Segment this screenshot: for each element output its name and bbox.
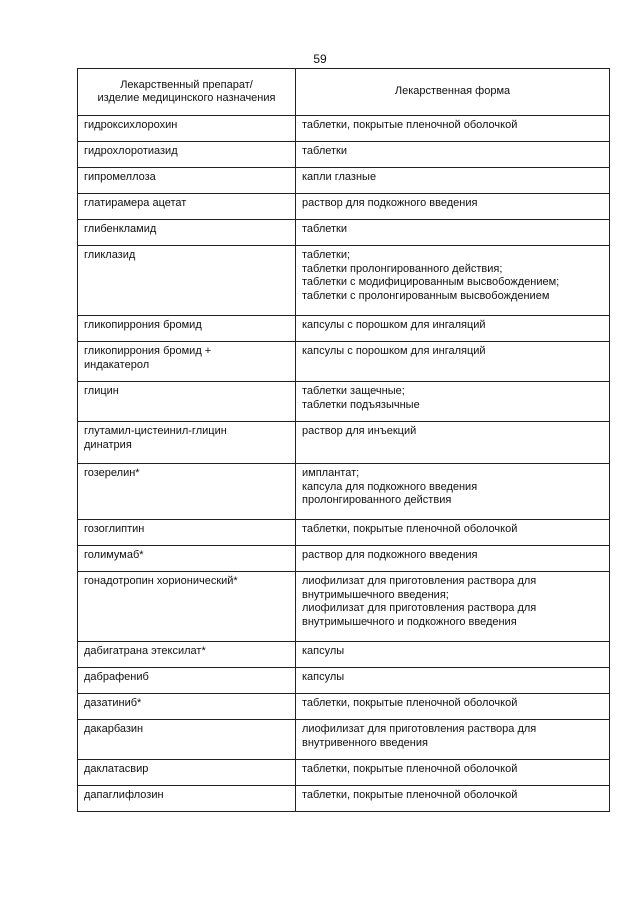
drug-name-cell: гозоглиптин (78, 520, 296, 546)
drug-name-cell: гонадотропин хорионический* (78, 572, 296, 642)
table-row (78, 760, 610, 786)
dosage-form-cell: таблетки (296, 220, 610, 246)
dosage-form-cell: раствор для подкожного введения (296, 546, 610, 572)
drug-name-cell: дабигатрана этексилат* (78, 642, 296, 668)
drug-name-cell: гидроксихлорохин (78, 116, 296, 142)
drug-name-cell: гозерелин* (78, 464, 296, 520)
dosage-form-cell: капсулы (296, 668, 610, 694)
dosage-form-cell: капли глазные (296, 168, 610, 194)
drug-name-cell: глицин (78, 382, 296, 422)
table-row (78, 694, 610, 720)
table-body (78, 116, 610, 812)
dosage-form-cell: таблетки, покрытые пленочной оболочкой (296, 786, 610, 812)
drug-name-cell: глутамил-цистеинил-глицин динатрия (78, 422, 296, 464)
table-row (78, 720, 610, 760)
header-drug: Лекарственный препарат/ изделие медицинского назначения (78, 69, 296, 116)
dosage-form-cell: таблетки; таблетки пролонгированного действия; таблетки с модифицированным высвобождением; таблетки с пролонгированным высвобождением (296, 246, 610, 316)
dosage-form-cell: раствор для подкожного введения (296, 194, 610, 220)
table-row (78, 546, 610, 572)
table-row (78, 116, 610, 142)
dosage-form-cell: таблетки, покрытые пленочной оболочкой (296, 520, 610, 546)
dosage-form-cell: капсулы с порошком для ингаляций (296, 316, 610, 342)
table-row (78, 464, 610, 520)
table-row (78, 572, 610, 642)
dosage-form-cell: таблетки защечные; таблетки подъязычные (296, 382, 610, 422)
table-header-row (78, 69, 610, 116)
page-number: 59 (313, 52, 327, 66)
drug-table (77, 68, 610, 812)
drug-name-cell: дазатиниб* (78, 694, 296, 720)
table-row (78, 642, 610, 668)
dosage-form-cell: таблетки (296, 142, 610, 168)
table-row (78, 194, 610, 220)
table-row (78, 142, 610, 168)
drug-name-cell: гидрохлоротиазид (78, 142, 296, 168)
dosage-form-cell: лиофилизат для приготовления раствора для внутримышечного введения; лиофилизат для приготовления раствора для внутримышечного и подкожного введения (296, 572, 610, 642)
drug-name-cell: гликлазид (78, 246, 296, 316)
table-row (78, 422, 610, 464)
drug-name-cell: гликопиррония бромид + индакатерол (78, 342, 296, 382)
table-row (78, 382, 610, 422)
dosage-form-cell: раствор для инъекций (296, 422, 610, 464)
dosage-form-cell: капсулы с порошком для ингаляций (296, 342, 610, 382)
table-row (78, 168, 610, 194)
table-row (78, 316, 610, 342)
drug-name-cell: даклатасвир (78, 760, 296, 786)
drug-name-cell: глатирамера ацетат (78, 194, 296, 220)
table-row (78, 668, 610, 694)
drug-name-cell: дабрафениб (78, 668, 296, 694)
table-row (78, 520, 610, 546)
drug-name-cell: гипромеллоза (78, 168, 296, 194)
table-row (78, 342, 610, 382)
drug-name-cell: глибенкламид (78, 220, 296, 246)
drug-name-cell: гликопиррония бромид (78, 316, 296, 342)
header-form: Лекарственная форма (296, 69, 610, 116)
dosage-form-cell: капсулы (296, 642, 610, 668)
table-row (78, 220, 610, 246)
dosage-form-cell: таблетки, покрытые пленочной оболочкой (296, 694, 610, 720)
drug-name-cell: голимумаб* (78, 546, 296, 572)
dosage-form-cell: таблетки, покрытые пленочной оболочкой (296, 116, 610, 142)
table-row (78, 246, 610, 316)
dosage-form-cell: имплантат; капсула для подкожного введения пролонгированного действия (296, 464, 610, 520)
drug-name-cell: дакарбазин (78, 720, 296, 760)
drug-name-cell: дапаглифлозин (78, 786, 296, 812)
table-row (78, 786, 610, 812)
dosage-form-cell: лиофилизат для приготовления раствора для внутривенного введения (296, 720, 610, 760)
dosage-form-cell: таблетки, покрытые пленочной оболочкой (296, 760, 610, 786)
